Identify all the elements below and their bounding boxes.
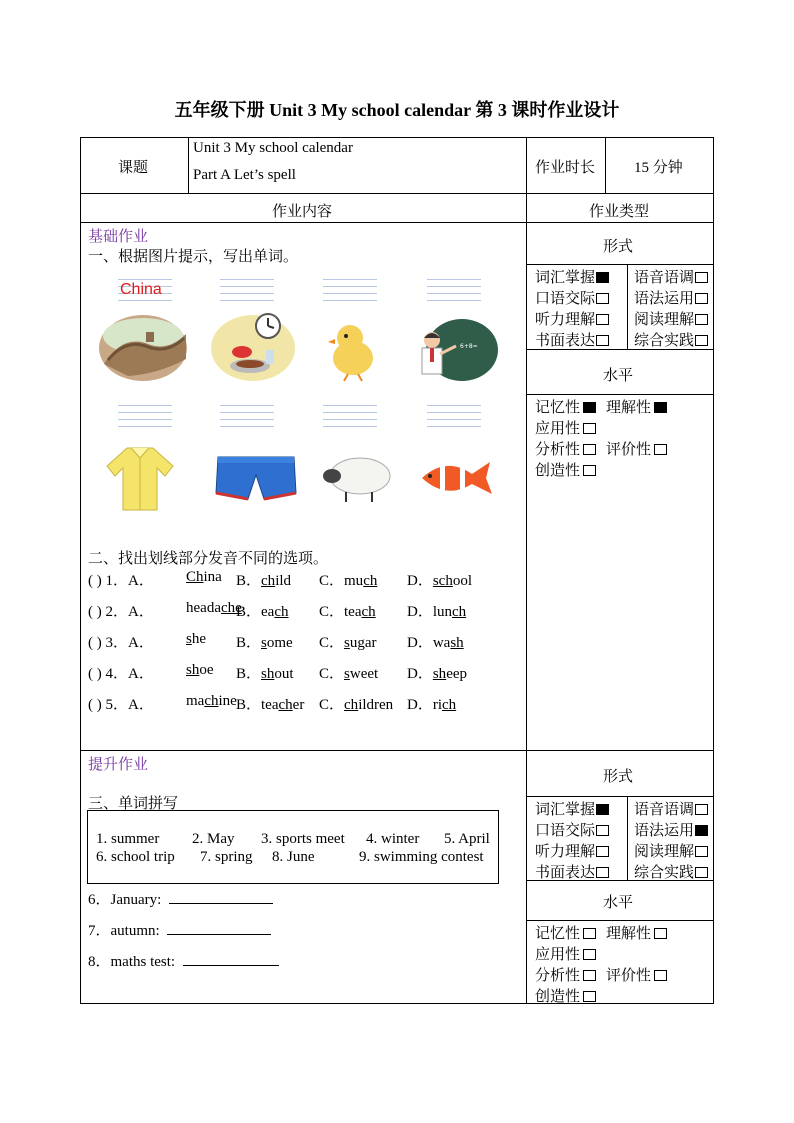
form-option [634,329,708,350]
q1-title: 一、根据图片提示，写出单词。 [88,249,299,265]
option-letter: D． [407,573,433,589]
checkbox[interactable] [583,444,596,455]
level-option [606,396,667,417]
word-part: lun [432,604,453,620]
checkbox[interactable] [583,402,596,413]
topic-line2: Part A Let’s spell [193,167,296,183]
checkbox[interactable] [583,423,596,434]
option-letter: D． [407,697,433,713]
option-label: 创造性 [535,463,581,479]
option-a[interactable] [186,662,214,679]
question-row [0,569,520,589]
option-label: 口语交际 [535,821,596,839]
question-row [0,631,520,651]
word-bank-item: 8. June [272,849,315,865]
option-label: 口语交际 [535,289,596,307]
word-bank-item: 1. summer [96,831,160,847]
option-d[interactable] [407,569,472,590]
word-part: ild [275,573,292,589]
option-letter: C． [319,666,345,682]
form-option [535,308,609,329]
checkbox[interactable] [583,991,596,1002]
form-option [535,329,609,350]
checkbox[interactable] [596,825,609,836]
word-part: ugar [349,635,377,651]
word-bank-item: 3. sports meet [261,831,345,847]
option-a[interactable] [186,569,222,586]
checkbox[interactable] [654,444,667,455]
option-letter: C． [319,635,345,651]
option-b[interactable] [236,600,289,621]
advanced-heading: 提升作业 [88,757,149,773]
word-part: tea [261,697,279,713]
form-label: 形式 [603,769,634,785]
level-option [606,964,667,985]
option-label: 应用性 [535,947,581,963]
sheep-image [320,452,396,504]
option-label: 理解性 [606,926,652,942]
answer-blank[interactable] [183,965,279,966]
form-option [634,798,708,819]
shirt-image [105,444,175,512]
checkbox[interactable] [596,272,609,283]
chick-image [326,320,380,382]
great-wall-image [98,314,188,382]
duration-value: 15 分钟 [634,160,683,176]
question-row [0,662,520,682]
form-option [634,819,708,840]
option-a[interactable] [186,631,206,648]
word-part: he [191,631,207,647]
word-part: sch [432,573,453,589]
form-label: 形式 [603,239,634,255]
word-part: ea [261,604,275,620]
page-title: 五年级下册 Unit 3 My school calendar 第 3 课时作业设计 [174,100,620,120]
form-option [634,287,708,308]
question-number [88,600,154,621]
question-row [0,600,520,620]
level-option [535,459,596,480]
answer-blank[interactable] [167,934,271,935]
word-part: s [186,631,192,647]
word-part: ool [452,573,473,589]
fish-image [416,456,496,498]
word-bank-item: 6. school trip [96,849,175,865]
word-part: ch [274,604,289,620]
option-letter: B． [236,604,262,620]
form-option [634,266,708,287]
answer-blank[interactable] [169,903,273,904]
text: ( ) 5．A． [88,697,154,713]
option-label: 记忆性 [535,400,581,416]
example-word: China [120,281,162,298]
word-part: che [220,600,242,616]
checkbox[interactable] [596,867,609,878]
option-label: 语音语调 [634,268,695,286]
form-option [535,798,609,819]
option-label: 评价性 [606,442,652,458]
option-label: 听力理解 [535,842,596,860]
word-part: ch [452,604,467,620]
option-d[interactable] [407,631,464,652]
option-label: 语音语调 [634,800,695,818]
form-option [535,266,609,287]
question-row [0,693,520,713]
topic-label: 课题 [118,160,149,176]
word-part: ch [344,697,359,713]
checkbox[interactable] [596,335,609,346]
word-bank-row [96,831,496,849]
word-part: ch [363,573,378,589]
level-option [606,438,667,459]
checkbox[interactable] [695,272,708,283]
word-part: ina [203,569,222,585]
word-part: ch [361,604,376,620]
option-letter: D． [407,666,433,682]
word-part: tea [344,604,362,620]
option-letter: B． [236,697,262,713]
word-part: ch [204,693,219,709]
word-part: ildren [358,697,394,713]
option-label: 分析性 [535,442,581,458]
fill-item: 7．autumn: [88,919,271,940]
basic-heading: 基础作业 [88,229,149,245]
option-b[interactable] [236,662,294,683]
option-label: 记忆性 [535,926,581,942]
word-bank-item: 9. swimming contest [359,849,484,865]
option-letter: C． [319,573,345,589]
svg-text:6+8=: 6+8= [460,343,478,350]
checkbox[interactable] [695,314,708,325]
option-label: 词汇掌握 [535,268,596,286]
checkbox[interactable] [695,293,708,304]
word-part: ma [186,693,205,709]
option-letter: D． [407,635,433,651]
word-part: Ch [186,569,204,585]
word-part: wa [432,635,451,651]
option-letter: C． [319,604,345,620]
option-label: 应用性 [535,421,581,437]
topic-line1: Unit 3 My school calendar [193,140,353,156]
word-part: eep [446,666,468,682]
checkbox[interactable] [695,825,708,836]
option-label: 书面表达 [535,863,596,881]
form-option [634,840,708,861]
content-label: 作业内容 [272,204,333,220]
option-label: 词汇掌握 [535,800,596,818]
level-label: 水平 [603,368,634,384]
checkbox[interactable] [695,804,708,815]
duration-label: 作业时长 [535,160,596,176]
checkbox[interactable] [583,465,596,476]
level-option [535,985,596,1006]
option-label: 阅读理解 [634,310,695,328]
level-label: 水平 [603,895,634,911]
fill-item: 6．January: [88,888,273,909]
option-label: 语法运用 [634,821,695,839]
option-label: 理解性 [606,400,652,416]
clock-lunch-image [210,310,296,382]
checkbox[interactable] [596,314,609,325]
option-label: 语法运用 [634,289,695,307]
question-number [88,569,154,590]
option-d[interactable] [407,600,466,621]
option-letter: D． [407,604,433,620]
word-bank-item: 2. May [192,831,235,847]
word-part: sh [432,666,447,682]
option-b[interactable] [236,693,304,714]
option-d[interactable] [407,693,456,714]
option-label: 阅读理解 [634,842,695,860]
word-part: s [344,666,350,682]
word-bank-item: 4. winter [366,831,420,847]
option-c[interactable] [319,693,393,714]
word-bank-item: 5. April [444,831,490,847]
checkbox[interactable] [654,928,667,939]
option-letter: B． [236,573,262,589]
word-bank-row [96,849,496,867]
form-option [634,308,708,329]
checkbox[interactable] [583,928,596,939]
word-part: sh [186,662,200,678]
text: ( ) 2．A． [88,604,154,620]
form-option [535,861,609,882]
option-label: 综合实践 [634,331,695,349]
question-number [88,693,154,714]
checkbox[interactable] [596,804,609,815]
checkbox[interactable] [695,846,708,857]
word-part: mu [344,573,364,589]
checkbox[interactable] [695,867,708,878]
shorts-image [214,453,298,503]
word-part: ch [261,573,276,589]
teacher-image [416,318,498,382]
level-option [535,396,596,417]
option-letter: B． [236,635,262,651]
option-label: 综合实践 [634,863,695,881]
form-option [535,819,609,840]
word-part: s [344,635,350,651]
option-label: 创造性 [535,989,581,1005]
word-bank-item: 7. spring [200,849,253,865]
word-part: ri [432,697,443,713]
option-a[interactable] [186,600,242,617]
form-option [634,861,708,882]
checkbox[interactable] [654,402,667,413]
level-option [535,943,596,964]
option-a[interactable] [186,693,237,710]
word-part: ch [278,697,293,713]
option-c[interactable] [319,662,378,683]
text: ( ) 3．A． [88,635,154,651]
text: ( ) 4．A． [88,666,154,682]
word-bank-box [87,810,499,884]
type-label: 作业类型 [589,204,650,220]
level-option [606,922,667,943]
q2-title: 二、找出划线部分发音不同的选项。 [88,551,329,567]
checkbox[interactable] [654,970,667,981]
checkbox[interactable] [596,293,609,304]
option-c[interactable] [319,631,377,652]
checkbox[interactable] [583,970,596,981]
option-label: 分析性 [535,968,581,984]
word-part: sh [261,666,275,682]
fill-item: 8．maths test: [88,950,279,971]
option-letter: B． [236,666,262,682]
word-part: oe [199,662,214,678]
option-label: 听力理解 [535,310,596,328]
word-part: ome [266,635,293,651]
word-part: weet [349,666,379,682]
option-c[interactable] [319,569,377,590]
level-option [535,922,596,943]
question-number [88,631,154,652]
text: ( ) 1．A． [88,573,154,589]
option-c[interactable] [319,600,376,621]
word-part: ine [218,693,237,709]
form-option [535,840,609,861]
word-part: sh [450,635,464,651]
checkbox[interactable] [695,335,708,346]
word-part: out [274,666,294,682]
word-part: s [261,635,267,651]
option-label: 评价性 [606,968,652,984]
question-number [88,662,154,683]
option-d[interactable] [407,662,467,683]
checkbox[interactable] [583,949,596,960]
word-part: heada [186,600,221,616]
option-letter: C． [319,697,345,713]
level-option [535,438,596,459]
option-b[interactable] [236,569,291,590]
form-option [535,287,609,308]
q3-title: 三、单词拼写 [88,796,179,812]
option-label: 书面表达 [535,331,596,349]
word-part: ch [442,697,457,713]
option-b[interactable] [236,631,293,652]
word-part: er [292,697,305,713]
checkbox[interactable] [596,846,609,857]
level-option [535,417,596,438]
level-option [535,964,596,985]
